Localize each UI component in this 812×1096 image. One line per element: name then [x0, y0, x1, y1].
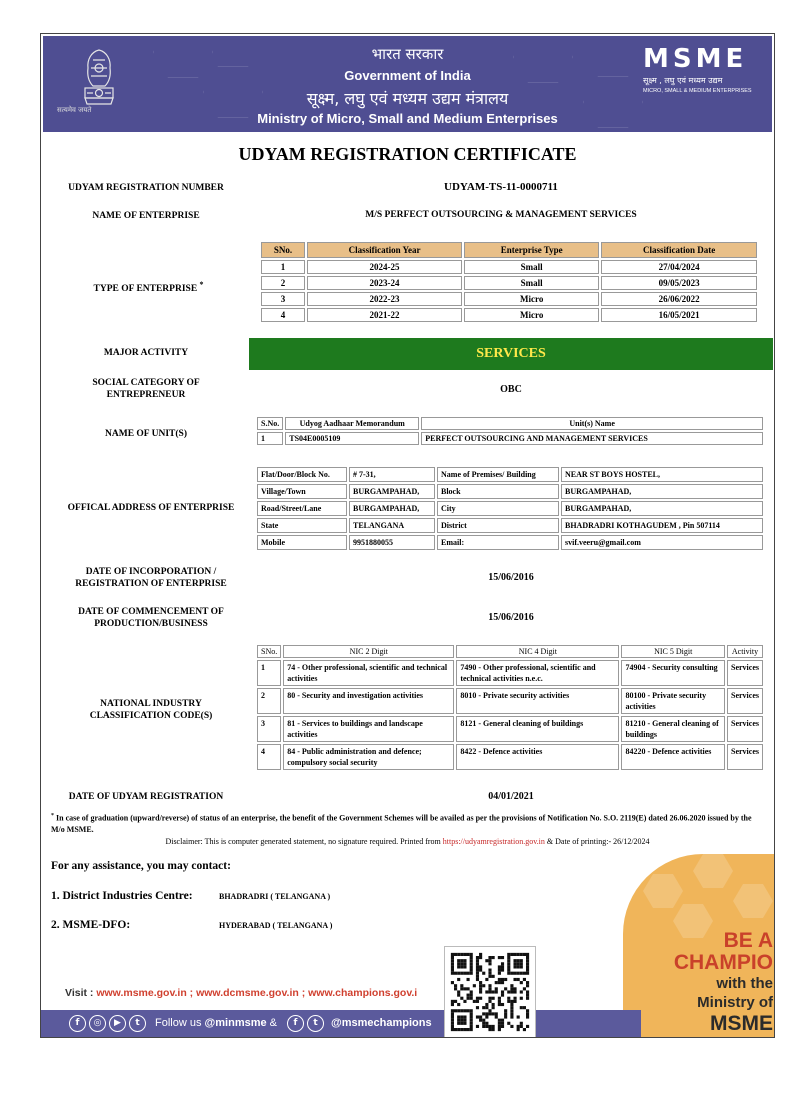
table-row — [261, 276, 757, 290]
table-cell: BHADRADRI KOTHAGUDEM , Pin 507114 — [561, 518, 763, 533]
incorporation-label: DATE OF INCORPORATION / REGISTRATION OF ENTERPRISE — [75, 567, 227, 589]
table-cell: Name of Premises/ Building — [437, 467, 559, 482]
footnote-text: In case of graduation (upward/reverse) of status of an enterprise, the benefit of the Government Schemes will be availed as per the provisions of Notification No. S.O. 2119(E) dated 26.06.2020 issued by the M/o MSME. — [51, 813, 752, 834]
instagram-icon[interactable]: ◎ — [89, 1015, 106, 1032]
table-cell: TELANGANA — [349, 518, 435, 533]
commencement-label: DATE OF COMMENCEMENT OF PRODUCTION/BUSINESS — [78, 607, 224, 629]
table-cell: 2 — [261, 276, 305, 290]
visit-links — [65, 987, 453, 999]
visit-label: Visit : — [65, 987, 97, 999]
table-cell: 1 — [261, 260, 305, 274]
table-cell: 09/05/2023 — [601, 276, 757, 290]
table-cell: 2024-25 — [307, 260, 462, 274]
nic-header-activity: Activity — [727, 645, 763, 658]
table-cell: 2023-24 — [307, 276, 462, 290]
table-row — [257, 432, 763, 445]
table-row — [257, 688, 763, 714]
table-row — [257, 467, 763, 482]
follow-text — [155, 1017, 277, 1029]
dfo-value: HYDERABAD ( TELANGANA ) — [219, 921, 333, 930]
nic-header-2digit: NIC 2 Digit — [283, 645, 454, 658]
major-activity-value: SERVICES — [249, 338, 773, 370]
follow-handle-2-text[interactable]: @msmechampions — [331, 1017, 432, 1029]
msme-logo-word: MSME — [643, 44, 748, 74]
table-cell: 27/04/2024 — [601, 260, 757, 274]
address-table — [255, 465, 765, 552]
table-cell: Small — [464, 276, 599, 290]
follow-bar — [41, 1010, 641, 1038]
table-cell: svif.veeru@gmail.com — [561, 535, 763, 550]
type-of-enterprise-label-text: TYPE OF ENTERPRISE — [93, 284, 198, 295]
social-category-label: SOCIAL CATEGORY OF ENTREPRENEUR — [92, 378, 200, 400]
disclaimer-prefix: Disclaimer: This is computer generated statement, no signature required. Printed from — [165, 837, 443, 846]
disclaimer — [41, 837, 774, 846]
table-row — [257, 660, 763, 686]
follow-prefix: Follow us — [155, 1017, 205, 1029]
units-table — [255, 415, 765, 447]
incorporation-value: 15/06/2016 — [488, 572, 534, 583]
table-cell: Services — [727, 744, 763, 770]
msme-logo-sub: MICRO, SMALL & MEDIUM ENTERPRISES — [643, 88, 752, 94]
champions-line-3: with the — [716, 975, 773, 992]
table-cell: State — [257, 518, 347, 533]
nic-header-sno: SNo. — [257, 645, 281, 658]
table-cell: 3 — [261, 292, 305, 306]
table-cell: Services — [727, 660, 763, 686]
table-row — [257, 501, 763, 516]
type-of-enterprise-marker: * — [199, 280, 204, 289]
table-cell: Mobile — [257, 535, 347, 550]
champions-line-1: BE A — [723, 929, 773, 952]
champions-line-4: Ministry of — [697, 994, 773, 1011]
header-banner — [43, 36, 772, 132]
table-cell: 2021-22 — [307, 308, 462, 322]
table-cell: 74 - Other professional, scientific and technical activities — [283, 660, 454, 686]
qr-code-icon — [444, 946, 536, 1038]
table-cell: 80 - Security and investigation activities — [283, 688, 454, 714]
table-cell: Village/Town — [257, 484, 347, 499]
table-cell: District — [437, 518, 559, 533]
table-row — [257, 535, 763, 550]
table-row — [261, 292, 757, 306]
enterprise-name-value: M/S PERFECT OUTSOURCING & MANAGEMENT SERVICES — [365, 210, 637, 220]
type-of-enterprise-label — [51, 279, 246, 295]
msme-logo-hindi: सूक्ष्म , लघु एवं मध्यम उद्यम — [643, 76, 723, 85]
nic-header-4digit: NIC 4 Digit — [456, 645, 619, 658]
udyam-portal-link[interactable]: https://udyamregistration.gov.in — [442, 837, 545, 846]
table-cell: Micro — [464, 308, 599, 322]
certificate-frame — [40, 33, 775, 1038]
facebook-icon[interactable]: f — [69, 1015, 86, 1032]
major-activity-label: MAJOR ACTIVITY — [103, 348, 189, 358]
table-row — [261, 308, 757, 322]
table-cell: # 7-31, — [349, 467, 435, 482]
table-cell: PERFECT OUTSOURCING AND MANAGEMENT SERVICES — [421, 432, 763, 445]
champions-promo — [623, 854, 775, 1038]
ministry-english: Ministry of Micro, Small and Medium Enterprises — [257, 111, 558, 126]
table-cell: 2022-23 — [307, 292, 462, 306]
table-cell: 9951880055 — [349, 535, 435, 550]
msme-logo — [643, 46, 755, 94]
table-cell: 81210 - General cleaning of buildings — [621, 716, 725, 742]
table-cell: 2 — [257, 688, 281, 714]
govt-hindi: भारत सरकार — [371, 45, 444, 63]
visit-websites[interactable]: www.msme.gov.in ; www.dcmsme.gov.in ; www.champions.gov.i — [96, 987, 418, 999]
footnote-marker: * — [51, 813, 54, 819]
table-cell: Services — [727, 716, 763, 742]
table-row — [261, 260, 757, 274]
table-cell: 74904 - Security consulting — [621, 660, 725, 686]
type-header-sno: SNo. — [261, 242, 305, 258]
table-cell: 8422 - Defence activities — [456, 744, 619, 770]
table-cell: Flat/Door/Block No. — [257, 467, 347, 482]
enterprise-type-table — [259, 240, 759, 324]
facebook-icon[interactable]: f — [287, 1015, 304, 1032]
table-cell: 4 — [261, 308, 305, 322]
champions-text — [623, 930, 773, 1036]
graduation-footnote — [51, 811, 767, 835]
table-cell: Road/Street/Lane — [257, 501, 347, 516]
table-cell: 84220 - Defence activities — [621, 744, 725, 770]
table-cell: TS04E0005109 — [285, 432, 419, 445]
type-header-date: Classification Date — [601, 242, 757, 258]
table-cell: BURGAMPAHAD, — [349, 484, 435, 499]
table-cell: 7490 - Other professional, scientific and technical activities n.e.c. — [456, 660, 619, 686]
follow-handle-1[interactable]: @minmsme — [204, 1017, 267, 1029]
table-cell: 81 - Services to buildings and landscape activities — [283, 716, 454, 742]
table-cell: 4 — [257, 744, 281, 770]
twitter-icon[interactable]: t — [307, 1015, 324, 1032]
social-category-value: OBC — [500, 384, 522, 395]
table-cell: 1 — [257, 432, 283, 445]
champions-line-5: MSME — [710, 1012, 773, 1035]
registration-number-label: UDYAM REGISTRATION NUMBER — [68, 183, 224, 193]
table-cell: 8010 - Private security activities — [456, 688, 619, 714]
enterprise-name-label: NAME OF ENTERPRISE — [92, 211, 200, 221]
table-cell: BURGAMPAHAD, — [561, 484, 763, 499]
assistance-heading: For any assistance, you may contact: — [51, 860, 231, 872]
youtube-icon[interactable]: ▶ — [109, 1015, 126, 1032]
nic-table — [255, 643, 765, 772]
type-header-type: Enterprise Type — [464, 242, 599, 258]
nic-header-5digit: NIC 5 Digit — [621, 645, 725, 658]
table-cell: Small — [464, 260, 599, 274]
units-label: NAME OF UNIT(S) — [105, 429, 187, 439]
emblem-caption: सत्यमेव जयते — [57, 106, 92, 114]
table-row — [257, 716, 763, 742]
dic-label: 1. District Industries Centre: — [51, 890, 193, 902]
units-header-sno: S.No. — [257, 417, 283, 430]
table-row — [257, 484, 763, 499]
table-cell: BURGAMPAHAD, — [349, 501, 435, 516]
champions-line-2: CHAMPIO — [673, 951, 773, 974]
certificate-title: UDYAM REGISTRATION CERTIFICATE — [238, 144, 577, 164]
table-row — [257, 744, 763, 770]
table-cell: 16/05/2021 — [601, 308, 757, 322]
follow-handle-2 — [331, 1017, 432, 1029]
table-row — [257, 518, 763, 533]
table-cell: 3 — [257, 716, 281, 742]
disclaimer-suffix: & Date of printing:- 26/12/2024 — [544, 837, 650, 846]
udyam-date-value: 04/01/2021 — [488, 791, 534, 802]
table-cell: 26/06/2022 — [601, 292, 757, 306]
ministry-hindi: सूक्ष्म, लघु एवं मध्यम उद्यम मंत्रालय — [306, 89, 509, 108]
follow-amp: & — [266, 1017, 278, 1029]
units-header-name: Unit(s) Name — [421, 417, 763, 430]
table-cell: NEAR ST BOYS HOSTEL, — [561, 467, 763, 482]
table-cell: Services — [727, 688, 763, 714]
table-cell: City — [437, 501, 559, 516]
table-cell: 80100 - Private security activities — [621, 688, 725, 714]
dfo-label: 2. MSME-DFO: — [51, 919, 131, 931]
table-cell: 8121 - General cleaning of buildings — [456, 716, 619, 742]
table-cell: Micro — [464, 292, 599, 306]
udyam-date-label: DATE OF UDYAM REGISTRATION — [68, 792, 224, 802]
dic-value: BHADRADRI ( TELANGANA ) — [219, 892, 331, 901]
units-header-uam: Udyog Aadhaar Memorandum — [285, 417, 419, 430]
table-cell: 1 — [257, 660, 281, 686]
nic-label: NATIONAL INDUSTRY CLASSIFICATION CODE(S) — [89, 699, 213, 721]
address-label: OFFICAL ADDRESS OF ENTERPRISE — [67, 503, 235, 513]
commencement-value: 15/06/2016 — [488, 612, 534, 623]
registration-number-value: UDYAM-TS-11-0000711 — [444, 181, 558, 193]
type-header-year: Classification Year — [307, 242, 462, 258]
twitter-icon[interactable]: t — [129, 1015, 146, 1032]
govt-english: Government of India — [344, 68, 471, 83]
table-cell: Block — [437, 484, 559, 499]
table-cell: 84 - Public administration and defence; compulsory social security — [283, 744, 454, 770]
table-cell: BURGAMPAHAD, — [561, 501, 763, 516]
table-cell: Email: — [437, 535, 559, 550]
